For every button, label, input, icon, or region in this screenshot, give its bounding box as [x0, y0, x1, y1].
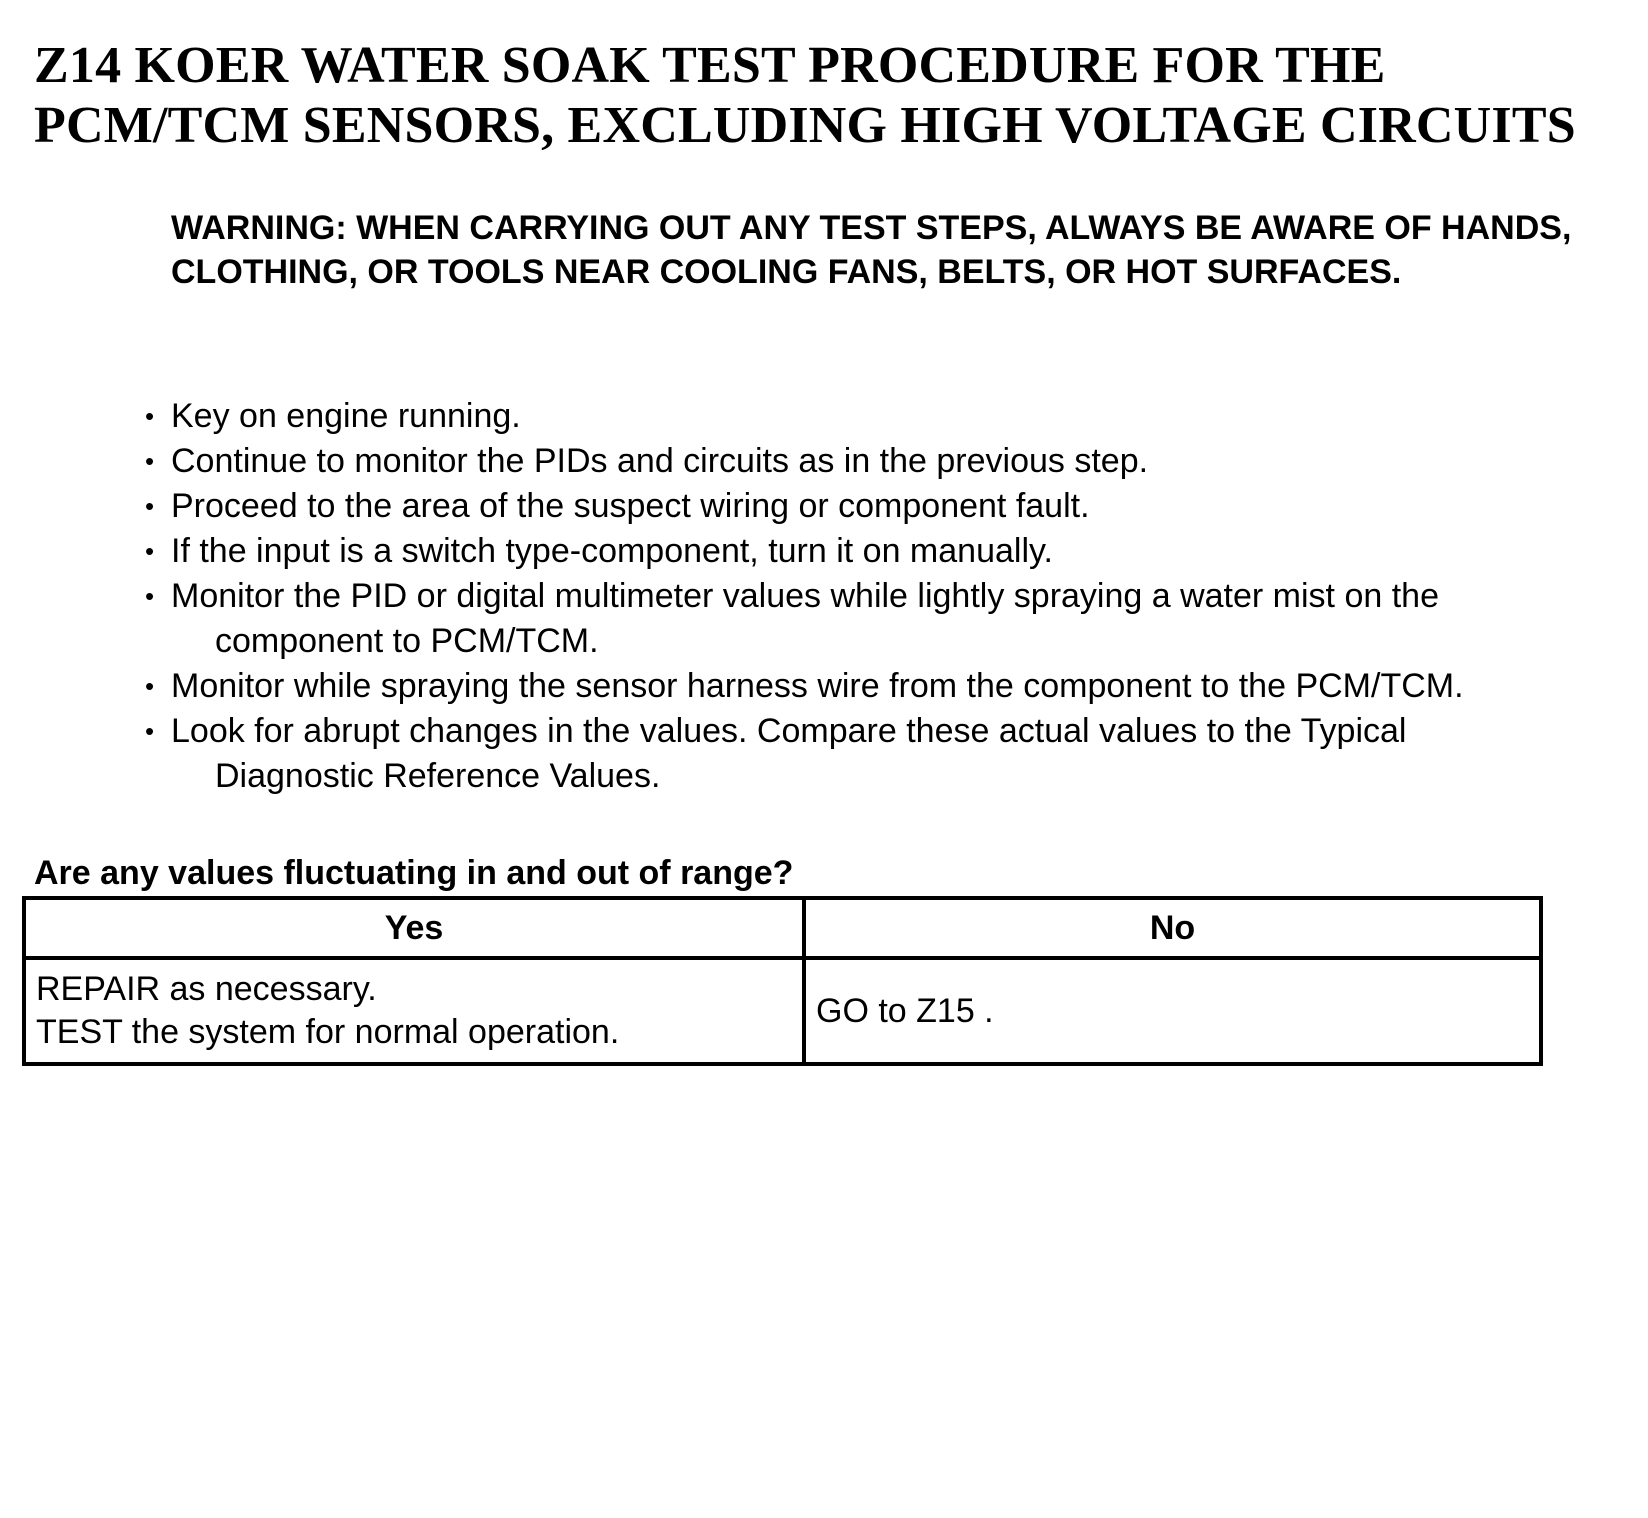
bullet-icon: •: [145, 716, 155, 746]
step-text-continued: Diagnostic Reference Values.: [215, 757, 661, 795]
step-item: [143, 529, 1623, 574]
step-item: [143, 709, 1623, 799]
step-item: [143, 439, 1623, 484]
question-text: Are any values fluctuating in and out of range?: [34, 854, 794, 892]
bullet-icon: •: [145, 446, 155, 476]
step-text: Monitor while spraying the sensor harness wire from the component to the PCM/TCM.: [171, 667, 1464, 705]
table-header-row: [24, 898, 1541, 958]
yes-action-line: TEST the system for normal operation.: [36, 1013, 620, 1051]
procedure-steps: [143, 394, 1623, 799]
yes-header: Yes: [24, 898, 804, 958]
step-text: If the input is a switch type-component, turn it on manually.: [171, 532, 1053, 570]
yes-action-line: REPAIR as necessary.: [36, 970, 377, 1008]
answer-table: [22, 896, 1543, 1066]
step-text: Monitor the PID or digital multimeter values while lightly spraying a water mist on the: [171, 577, 1439, 615]
bullet-icon: •: [145, 536, 155, 566]
step-item: [143, 484, 1623, 529]
no-header: No: [804, 898, 1541, 958]
step-text-continued: component to PCM/TCM.: [215, 622, 599, 660]
page-title: [34, 36, 1576, 156]
bullet-icon: •: [145, 671, 155, 701]
bullet-icon: •: [145, 581, 155, 611]
yes-cell: [24, 958, 804, 1064]
title-line-1: Z14 KOER WATER SOAK TEST PROCEDURE FOR THE: [34, 37, 1386, 94]
step-text: Continue to monitor the PIDs and circuits as in the previous step.: [171, 442, 1149, 480]
step-item: [143, 394, 1623, 439]
no-action-text: GO to Z15 .: [816, 991, 994, 1030]
table-row: [24, 958, 1541, 1064]
step-text: Key on engine running.: [171, 397, 521, 435]
bullet-icon: •: [145, 491, 155, 521]
step-text: Proceed to the area of the suspect wiring or component fault.: [171, 487, 1090, 525]
step-text: Look for abrupt changes in the values. Compare these actual values to the Typical: [171, 712, 1407, 750]
step-item: [143, 574, 1623, 664]
bullet-icon: •: [145, 401, 155, 431]
title-line-2: PCM/TCM SENSORS, EXCLUDING HIGH VOLTAGE CIRCUITS: [34, 97, 1576, 154]
no-cell: [804, 958, 1541, 1064]
step-item: [143, 664, 1623, 709]
warning-text: WARNING: WHEN CARRYING OUT ANY TEST STEPS, ALWAYS BE AWARE OF HANDS, CLOTHING, OR TOOLS NEAR COOLING FANS, BELTS, OR HOT SURFACES.: [171, 209, 1572, 291]
